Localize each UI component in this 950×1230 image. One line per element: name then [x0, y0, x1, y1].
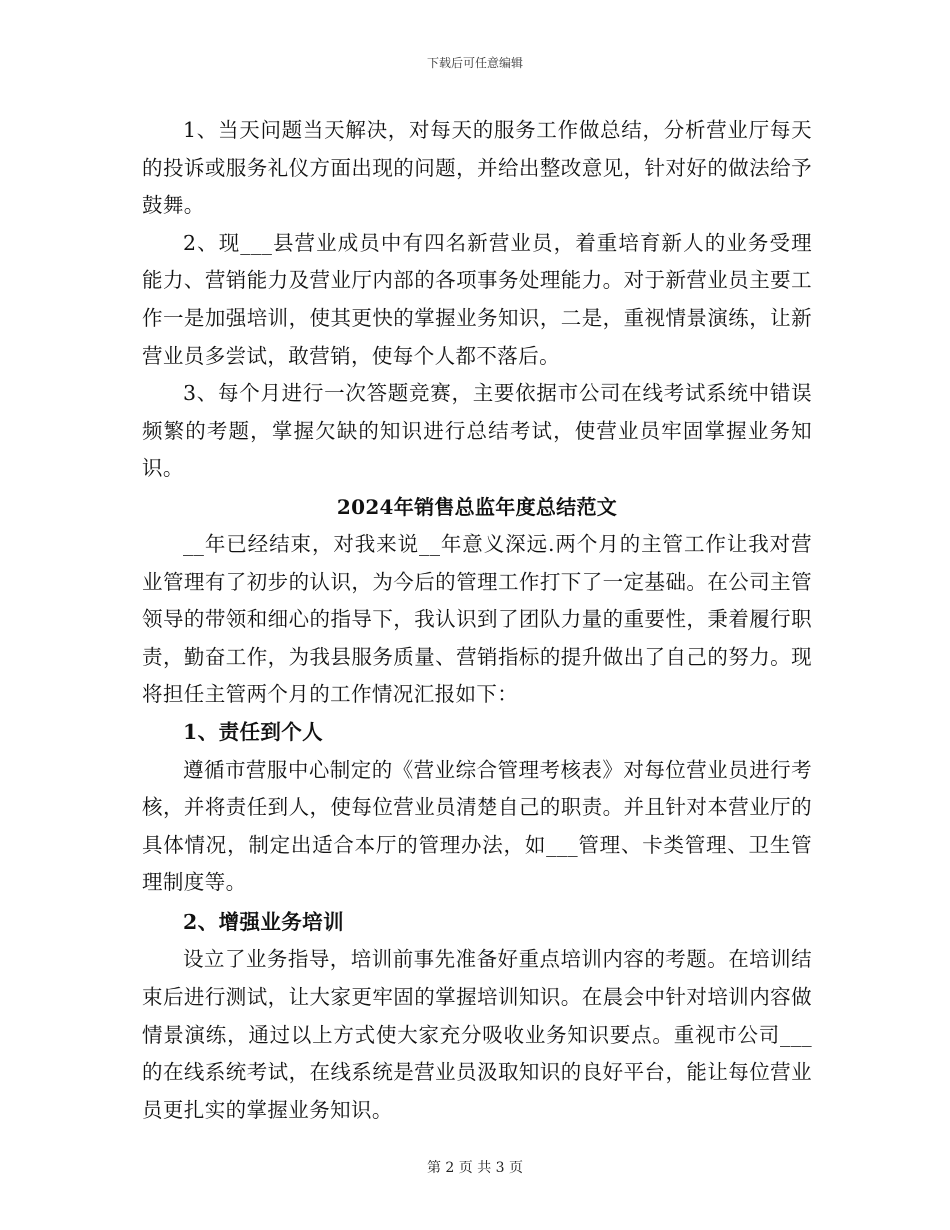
page-header: 下载后可任意编辑	[426, 56, 523, 70]
section-2-heading: 2、增强业务培训	[183, 909, 344, 934]
section-1-body: 遵循市营服中心制定的《营业综合管理考核表》对每位营业员进行考核，并将责任到人，使每位营业员清楚自己的职责。并且针对本营业厅的具体情况，制定出适合本厅的管理办法，如___管理、卡类管理、卫生管理制度等。	[142, 757, 812, 895]
paragraph-3: 3、每个月进行一次答题竞赛，主要依据市公司在线考试系统中错误频繁的考题，掌握欠缺的知识进行总结考试，使营业员牢固掌握业务知识。	[142, 381, 812, 481]
paragraph-1: 1、当天问题当天解决，对每天的服务工作做总结，分析营业厅每天的投诉或服务礼仪方面出现的问题，并给出整改意见，针对好的做法给予鼓舞。	[142, 118, 812, 218]
section-2-body: 设立了业务指导，培训前事先准备好重点培训内容的考题。在培训结束后进行测试，让大家更牢固的掌握培训知识。在晨会中针对培训内容做情景演练，通过以上方式使大家充分吸收业务知识要点。重视市公司___的在线系统考试，在线系统是营业员汲取知识的良好平台，能让每位营业员更扎实的掌握业务知识。	[142, 947, 812, 1122]
intro-paragraph: __年已经结束，对我来说__年意义深远.两个月的主管工作让我对营业管理有了初步的认识，为今后的管理工作打下了一定基础。在公司主管领导的带领和细心的指导下，我认识到了团队力量的重要性，秉着履行职责，勤奋工作，为我县服务质量、营销指标的提升做出了自己的努力。现将担任主管两个月的工作情况汇报如下：	[142, 531, 812, 707]
page-footer: 第 2 页 共 3 页	[426, 1160, 524, 1176]
paragraph-2: 2、现___县营业成员中有四名新营业员，着重培育新人的业务受理能力、营销能力及营业厅内部的各项事务处理能力。对于新营业员主要工作一是加强培训，使其更快的掌握业务知识，二是，重视情景演练，让新营业员多尝试，敢营销，使每个人都不落后。	[142, 230, 812, 368]
section-1-heading: 1、责任到个人	[183, 719, 324, 744]
document-title: 2024年销售总监年度总结范文	[336, 494, 618, 519]
document-body	[142, 112, 812, 1129]
